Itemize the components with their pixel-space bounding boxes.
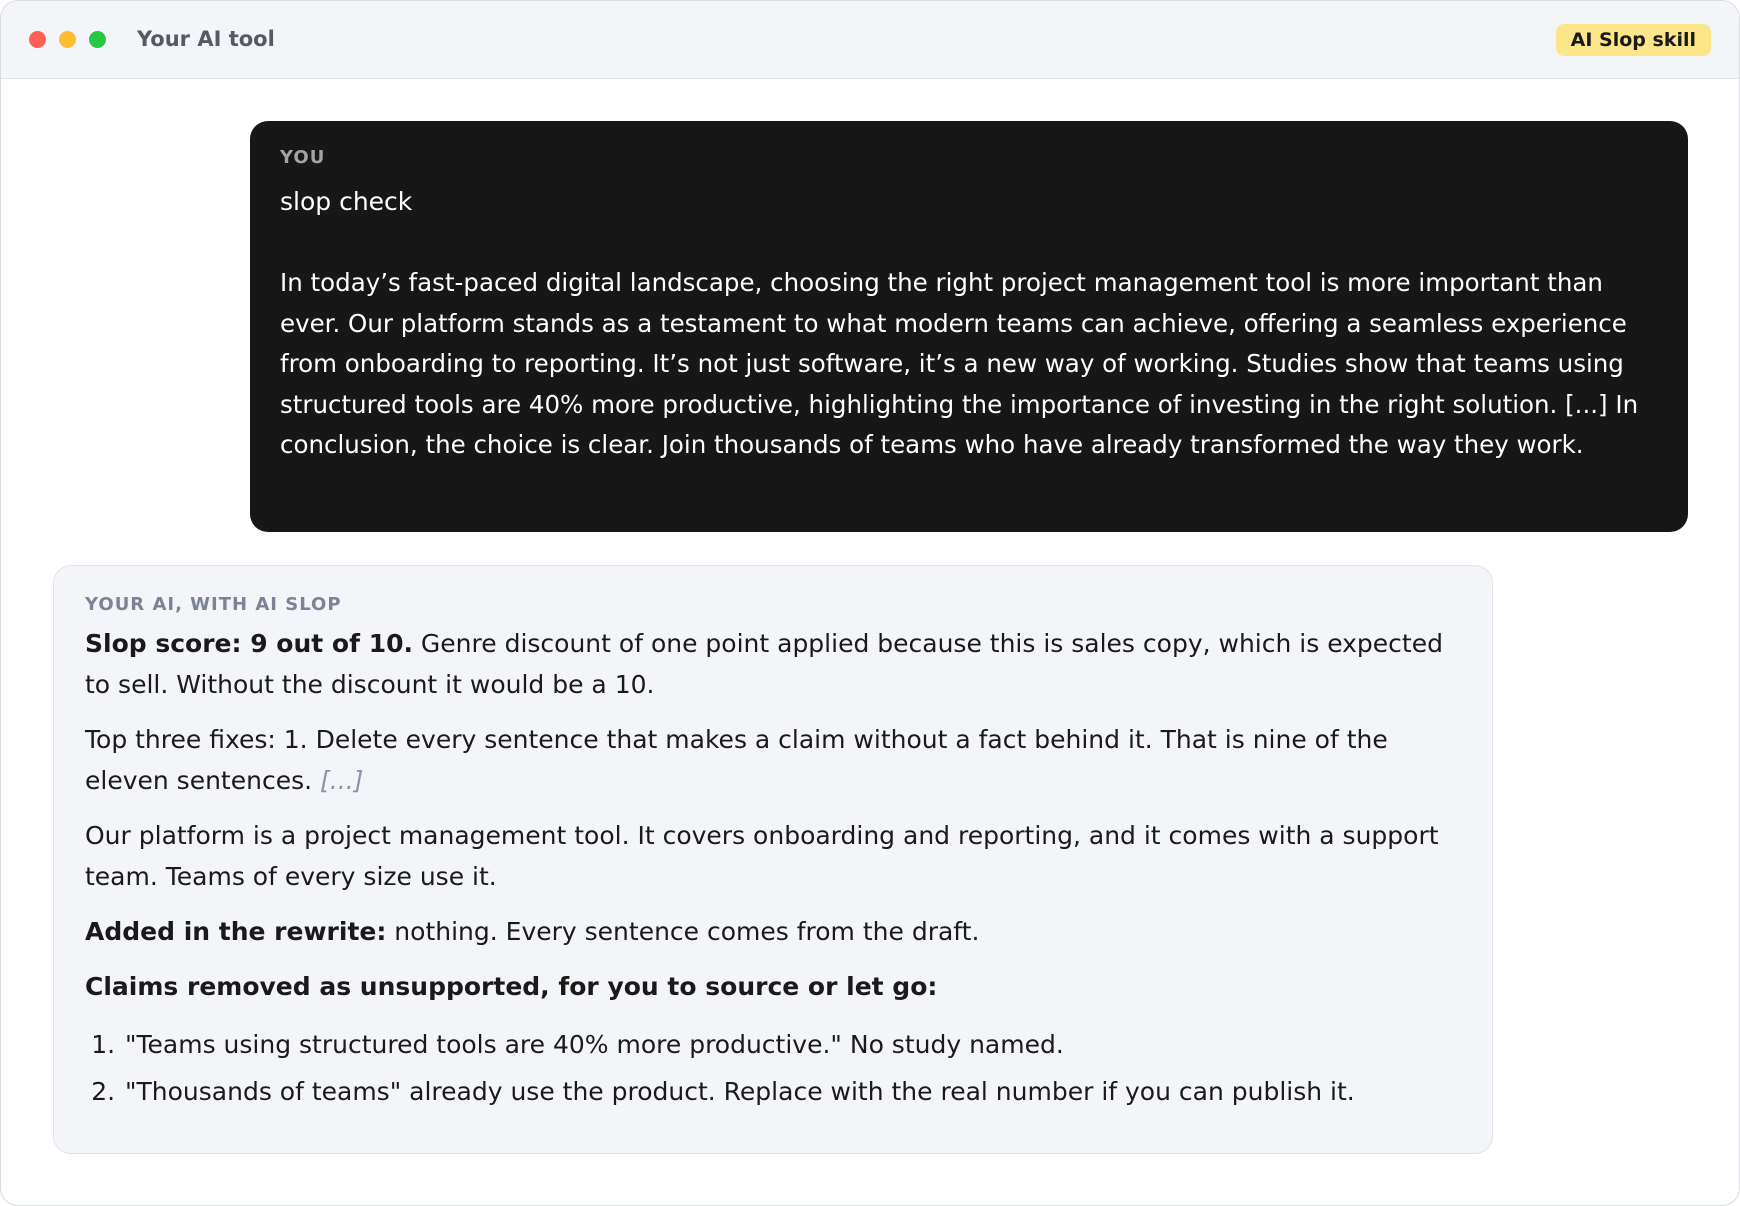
claims-list — [85, 1021, 1461, 1115]
minimize-window-button[interactable] — [59, 31, 76, 48]
user-prompt: slop check — [280, 187, 413, 216]
list-item: 1. "Teams using structured tools are 40% more productive." No study named. — [123, 1021, 1461, 1068]
user-message — [250, 121, 1688, 532]
added-label: Added in the rewrite: — [85, 917, 387, 946]
ai-message — [53, 565, 1493, 1154]
claims-heading — [85, 966, 1461, 1007]
added-text: nothing. Every sentence comes from the draft. — [386, 917, 980, 946]
ai-sender-label: YOUR AI, WITH AI SLOP — [85, 594, 342, 615]
user-draft-text: In today’s fast-paced digital landscape, choosing the right project management tool is more important than ever. Our platform stands as a testament to what modern teams can achieve, offering a seamless experience from onboarding to reporting. It’s not just software, it’s a new way of working. Studies show that teams using structured tools are 40% more productive, highlighting the importance of investing in the right solution. [...] In conclusion, the choice is clear. Join thousands of teams who have already transformed the way they work. — [280, 268, 1639, 459]
skill-badge: AI Slop skill — [1556, 24, 1711, 56]
claims-heading-text: Claims removed as unsupported, for you to source or let go: — [85, 972, 938, 1001]
slop-score-label: Slop score: 9 out of 10. — [85, 629, 413, 658]
slop-score-paragraph — [85, 623, 1461, 705]
close-window-button[interactable] — [29, 31, 46, 48]
title-bar — [1, 1, 1739, 79]
user-sender-label: YOU — [280, 147, 326, 168]
added-paragraph — [85, 911, 1461, 952]
fixes-text: Top three fixes: 1. Delete every sentence that makes a claim without a fact behind it. That is nine of the eleven sentences. — [85, 725, 1388, 795]
window-title: Your AI tool — [137, 27, 275, 51]
maximize-window-button[interactable] — [89, 31, 106, 48]
slop-score-text: Genre discount of one point applied because this is sales copy, which is expected to sell. Without the discount it would be a 10. — [85, 629, 1443, 699]
fixes-paragraph — [85, 719, 1461, 801]
truncation-marker: [...] — [320, 766, 364, 795]
list-item: 2. "Thousands of teams" already use the product. Replace with the real number if you can publish it. — [123, 1068, 1461, 1115]
rewrite-paragraph: Our platform is a project management tool. It covers onboarding and reporting, and it comes with a support team. Teams of every size use it. — [85, 821, 1439, 891]
